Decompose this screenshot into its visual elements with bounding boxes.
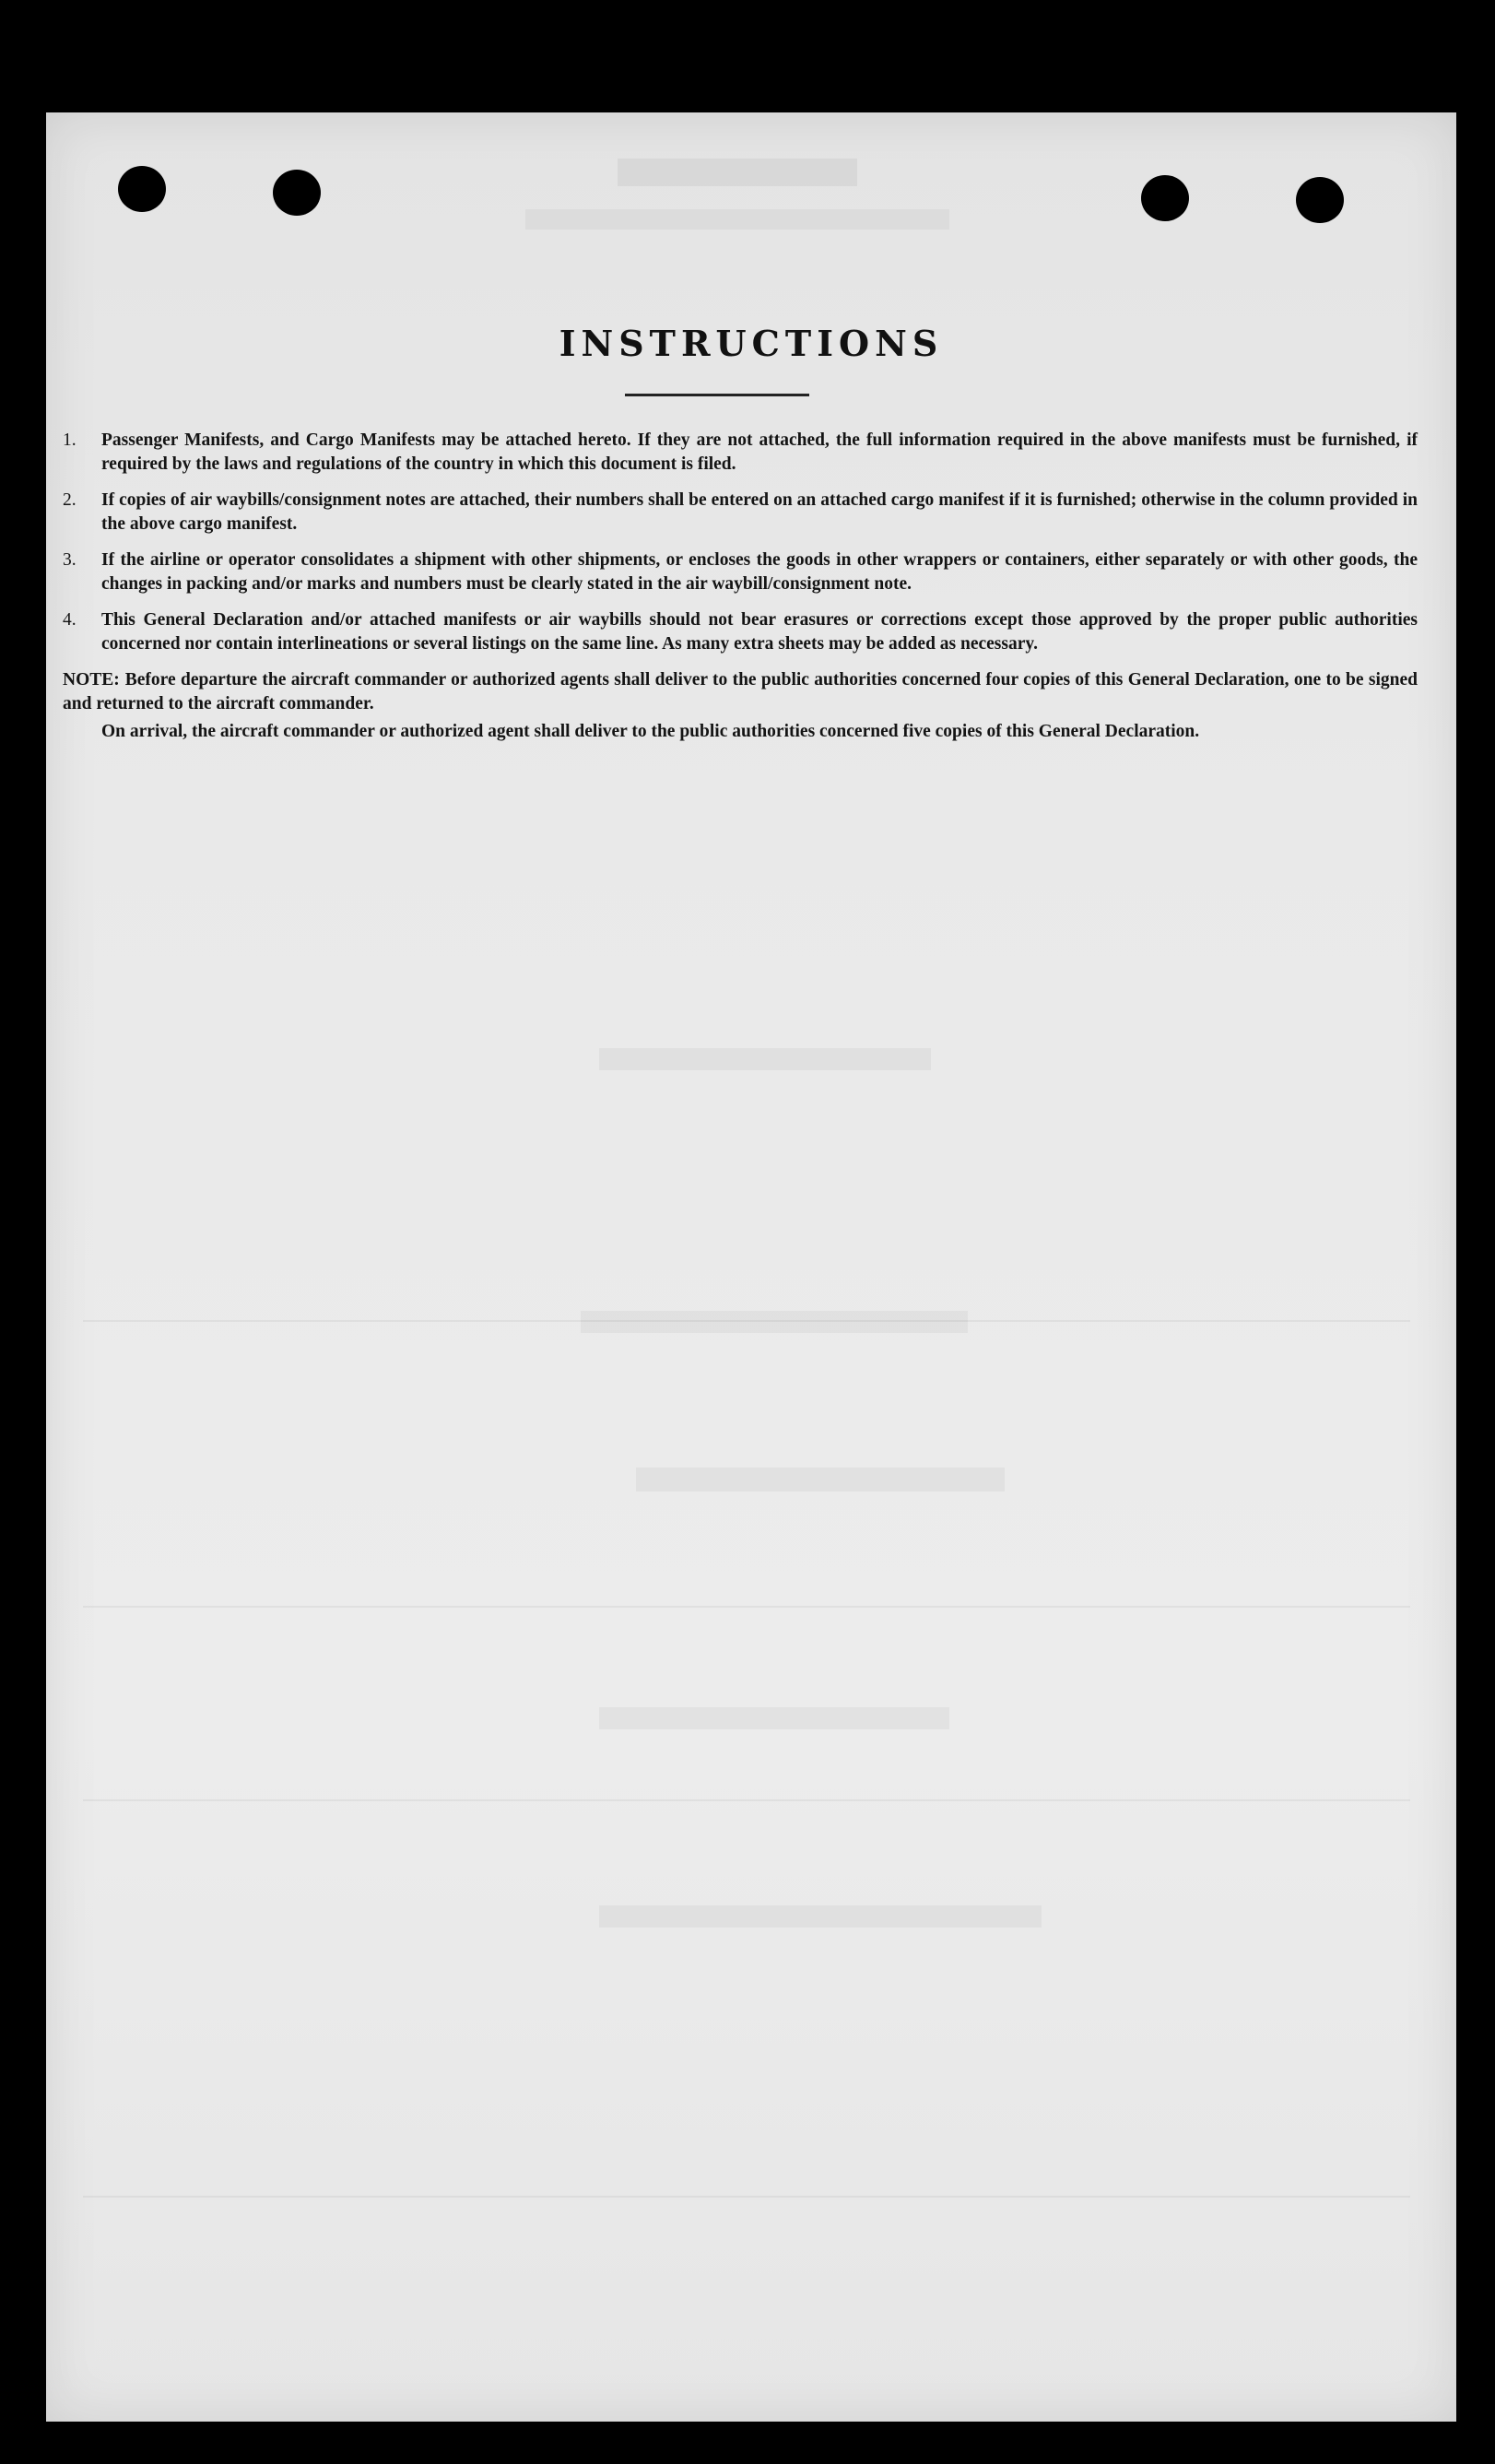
instruction-item bbox=[63, 608, 1418, 656]
note-label: NOTE: bbox=[63, 670, 120, 690]
title-underline bbox=[625, 394, 809, 396]
instruction-item bbox=[63, 489, 1418, 536]
bleed-through-band-1 bbox=[618, 159, 857, 186]
instruction-number: 2. bbox=[63, 490, 77, 510]
instruction-number: 1. bbox=[63, 430, 77, 450]
bleed-through-band-7 bbox=[599, 1905, 1042, 1928]
bleed-through-band-2 bbox=[525, 209, 949, 230]
instruction-text: This General Declaration and/or attached manifests or air waybills should not bear erasures or corrections except those approved by the proper public authorities concerned nor contain interlineations or several listings on the same line. As many extra sheets may be added as necessary. bbox=[101, 610, 1418, 654]
instruction-text: Passenger Manifests, and Cargo Manifests may be attached hereto. If they are not attached, the full information required in the above manifests must be furnished, if required by the laws and regulations of the country in which this document is filed. bbox=[101, 430, 1418, 474]
note-departure-text: Before departure the aircraft commander or authorized agents shall deliver to the public authorities concerned four copies of this General Declaration, one to be signed and returned to the aircraft commander. bbox=[63, 670, 1418, 713]
instructions-list bbox=[63, 429, 1418, 744]
punch-hole-2 bbox=[273, 170, 321, 216]
document-page bbox=[46, 112, 1456, 2422]
note-block bbox=[63, 668, 1418, 744]
bleed-through-band-4 bbox=[581, 1311, 968, 1333]
bleed-through-rule-4 bbox=[83, 2196, 1410, 2198]
bleed-through-rule-1 bbox=[83, 1320, 1410, 1322]
instruction-text: If copies of air waybills/consignment notes are attached, their numbers shall be entered on an attached cargo manifest if it is furnished; otherwise in the column provided in the above cargo manifest. bbox=[101, 490, 1418, 534]
instruction-text: If the airline or operator consolidates a shipment with other shipments, or encloses the goods in other wrappers or containers, either separately or with other goods, the changes in packing and/or marks and numbers must be clearly stated in the air waybill/consignment note. bbox=[101, 550, 1418, 594]
punch-hole-4 bbox=[1296, 177, 1344, 223]
bleed-through-band-6 bbox=[599, 1707, 949, 1729]
instruction-number: 3. bbox=[63, 550, 77, 570]
instruction-item bbox=[63, 429, 1418, 477]
bleed-through-band-3 bbox=[599, 1048, 931, 1070]
bleed-through-rule-2 bbox=[83, 1606, 1410, 1608]
bleed-through-rule-3 bbox=[83, 1799, 1410, 1801]
note-arrival-text: On arrival, the aircraft commander or authorized agent shall deliver to the public authorities concerned five copies of this General Declaration. bbox=[101, 722, 1200, 741]
punch-hole-3 bbox=[1141, 175, 1189, 221]
punch-hole-1 bbox=[118, 166, 166, 212]
instruction-item bbox=[63, 548, 1418, 596]
instruction-number: 4. bbox=[63, 610, 77, 630]
page-title: INSTRUCTIONS bbox=[559, 323, 944, 364]
bleed-through-band-5 bbox=[636, 1468, 1005, 1491]
